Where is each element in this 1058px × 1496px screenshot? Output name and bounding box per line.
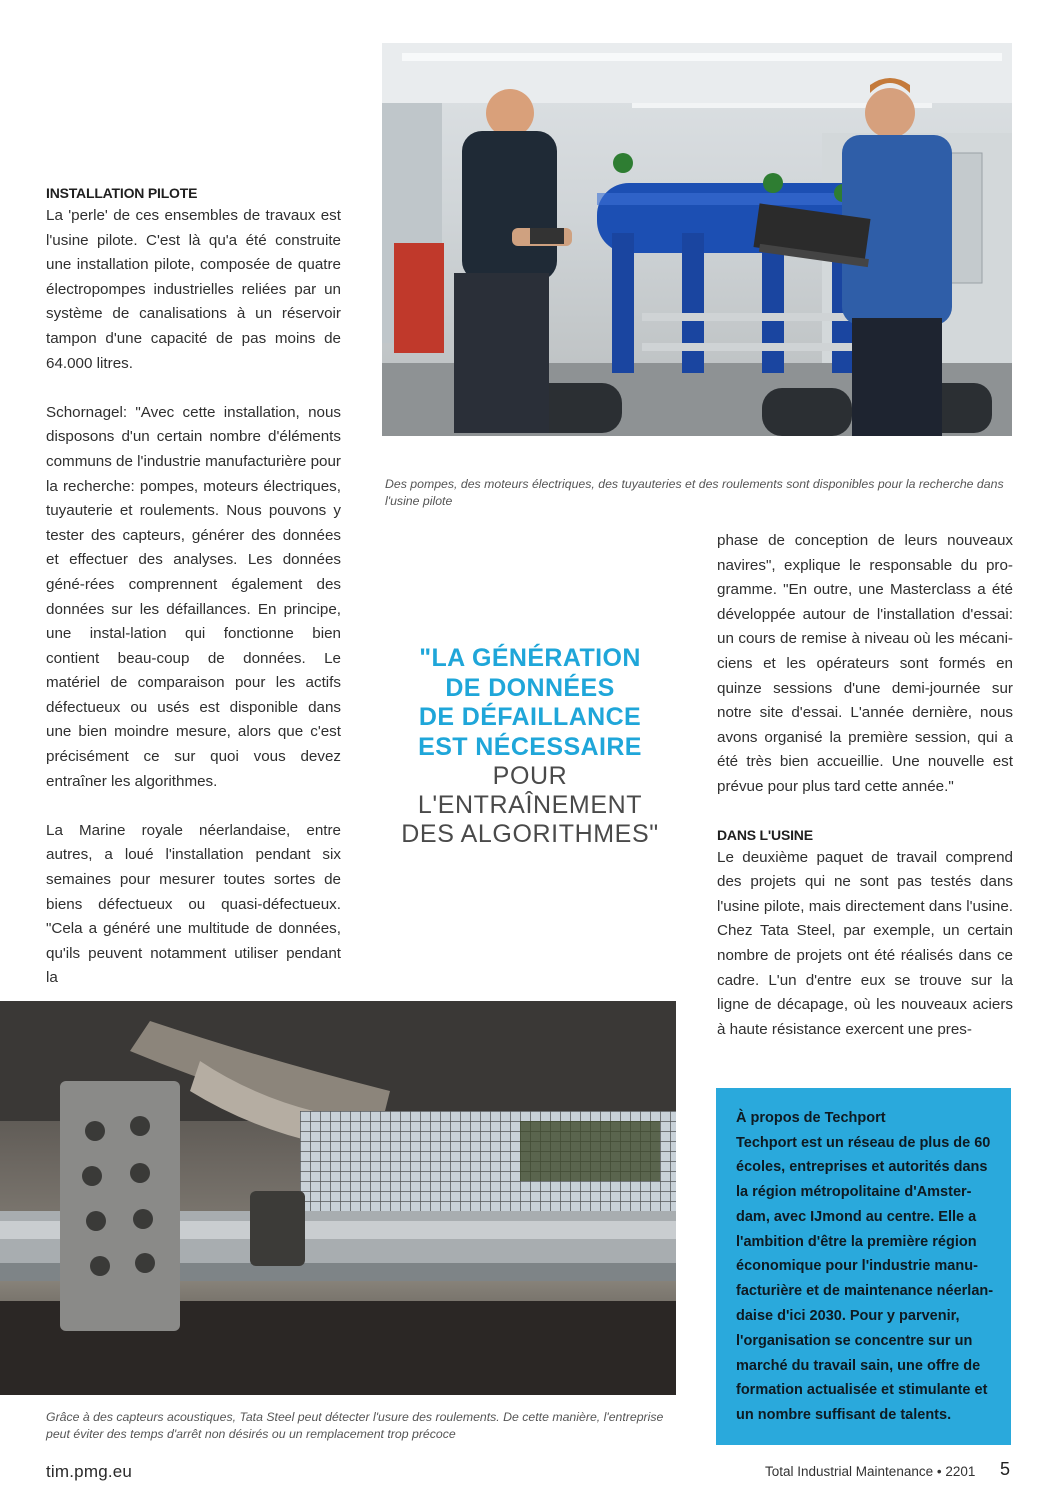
pull-quote-light-line: POUR L'ENTRAÎNEMENT [417, 762, 643, 819]
paragraph: La Marine royale néerlandaise, entre autres, a loué l'installation pendant six semaines pour mesurer toutes sortes de biens défectueux ou quasi-défectueux. "Cela a généré une multitude de données, qu'ils peuvent notamment utiliser pendant la [46, 821, 341, 987]
page-number: 5 [1000, 1459, 1011, 1479]
pump-lab-photo [382, 43, 1012, 436]
right-column [717, 529, 1013, 1042]
paragraph: Schornagel: "Avec cette installation, nous disposons d'un certain nombre d'éléments communs de l'industrie manufacturière pour la recherche: pompes, moteurs électriques, tuyauterie et roulements. Nous pouvons y tester des capteurs, générer des données et effectuer des analyses. Les données géné-rées comprennent également des données sur les défaillances. En principe, une instal-lation qui fonctionne bien contient beau-coup de données. Le matériel de comparaison pour les actifs défectueux ou usés est disponible dans une bien moindre mesure, alors que c'est précisément ce sur quoi vous devez entraîner les algorithmes. [46, 403, 341, 790]
section-heading-dans-l-usine: DANS L'USINE [717, 826, 813, 843]
paragraph: La 'perle' de ces ensembles de travaux est l'usine pilote. C'est là qu'a été construite une installation pilote, composée de quatre électropompes industrielles reliées par un système de canalisations à un réservoir tampon d'une capacité de pas moins de 64.000 litres. [46, 207, 341, 372]
right-column-paragraph: Le deuxième paquet de travail comprend des projets qui ne sont pas testés dans l'usine pilote, mais directement dans l'usine. Chez Tata Steel, par exemple, un certain nombre de projets ont été réalisés dans ce cadre. L'un d'entre eux se trouve sur la ligne de décapage, où les nouveaux aciers à haute résistance exercent une pres- [717, 848, 1013, 1038]
website-link[interactable]: tim.pmg.eu [46, 1462, 133, 1481]
pull-quote [380, 644, 680, 849]
pull-quote-light-line: DES ALGORITHMES" [401, 820, 659, 848]
sidebar-text: Techport est un réseau de plus de 60 écoles, entreprises et autorités dans la région métropolitaine d'Amster-dam, avec IJmond au centre. Elle a l'ambition d'être la première région économique pour l'industrie manu-facturière et de maintenance néerlan-daise d'ici 2030. Pour y parvenir, l'organisation se concentre sur un marché du travail sain, une offre de formation actualisée et stimulante et un nombre suffisant de talents. [736, 1134, 994, 1424]
sidebar-title: À propos de Techport [736, 1110, 886, 1126]
pull-quote-bold-line: DE DÉFAILLANCE [418, 703, 642, 731]
pump-lab-illustration [382, 43, 1012, 436]
section-heading-installation-pilote: INSTALLATION PILOTE [46, 185, 198, 201]
bearing-sensor-photo [0, 1001, 676, 1395]
left-column-text [46, 204, 341, 991]
techport-info-box [716, 1088, 1011, 1445]
pull-quote-bold-line: DE DONNÉES [445, 673, 615, 702]
pull-quote-bold-line: EST NÉCESSAIRE [418, 732, 642, 761]
bearing-sensor-illustration [0, 1001, 676, 1395]
photo1-caption: Des pompes, des moteurs électriques, des tuyauteries et des roulements sont disponibles pour la recherche dans l'usine pilote [385, 477, 1004, 508]
left-column [46, 182, 341, 991]
publication-name: Total Industrial Maintenance • 2201 [765, 1464, 976, 1479]
photo2-caption: Grâce à des capteurs acoustiques, Tata Steel peut détecter l'usure des roulements. De cette manière, l'entreprise peut éviter des temps d'arrêt non désirés ou un remplacement trop précoce [46, 1410, 664, 1441]
pull-quote-bold-line: "LA GÉNÉRATION [419, 644, 641, 672]
right-column-paragraph: phase de conception de leurs nouveaux navires", explique le responsable du pro-gramme. "En outre, une Masterclass a été développée autour de l'installation d'essai: un cours de remise à niveau où les mécani-ciens et les opérateurs sont formés en quinze sessions d'une demi-journée sur notre site d'essai. L'année dernière, nous avons organisé la première session, qui a été très bien accueillie. Une nouvelle est prévue pour plus tard cette année." [717, 532, 1013, 795]
